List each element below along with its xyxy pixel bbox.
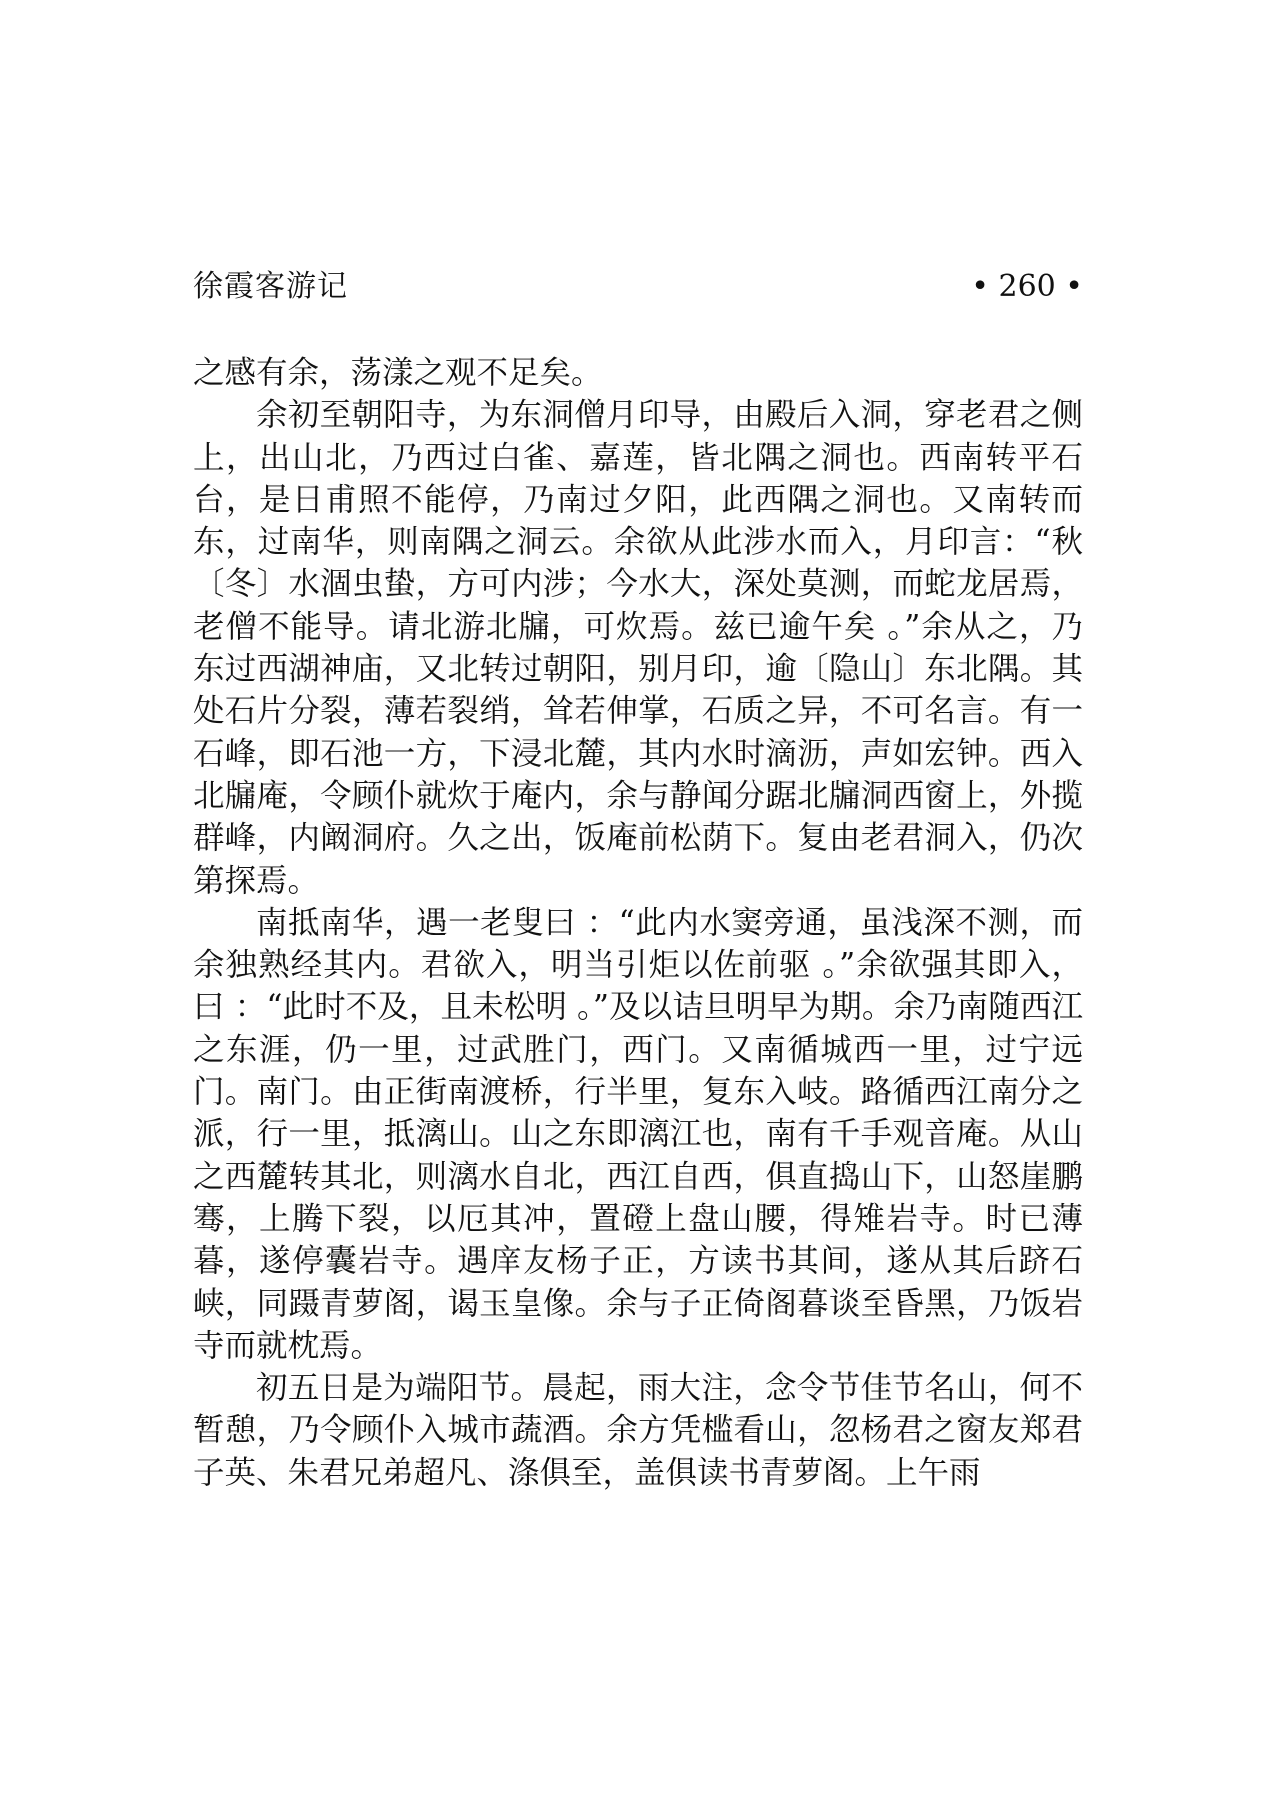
page-number: • 260 • xyxy=(971,269,1083,304)
page-header xyxy=(193,262,1083,312)
book-title: 徐霞客游记 xyxy=(193,269,348,304)
body-text xyxy=(193,352,1083,1494)
paragraph-chaoyang-temple: 余初至朝阳寺，为东洞僧月印导，由殿后入洞，穿老君之侧上，出山北，乃西过白雀、嘉莲，皆北隅之洞也。西南转平石台，是日甫照不能停，乃南过夕阳，此西隅之洞也。又南转而东，过南华，则南隅之洞云。余欲从此涉水而入，月印言：“秋〔冬〕水涸虫蛰，方可内涉；今水大，深处莫测，而蛇龙居焉，老僧不能导。请北游北牖，可炊焉。兹已逾午矣 。”余从之，乃东过西湖神庙，又北转过朝阳，别月印，逾〔隐山〕东北隅。其处石片分裂，薄若裂绡，耸若伸掌，石质之异，不可名言。有一石峰，即石池一方，下浸北麓，其内水时滴沥，声如宏钟。西入北牖庵，令顾仆就炊于庵内，余与静闻分踞北牖洞西窗上，外揽群峰，内阚洞府。久之出，饭庵前松荫下。复由老君洞入，仍次第探焉。 xyxy=(193,397,1083,899)
paragraph-nanhua-old-man: 南抵南华，遇一老叟曰 ：“此内水窦旁通，虽浅深不测，而余独熟经其内。君欲入，明当引炬以佐前驱 。”余欲强其即入，曰 ：“此时不及，且未松明 。”及以诘旦明早为期。余乃南随西江之东涯，仍一里，过武胜门，西门。又南循城西一里，过宁远门。南门。由正街南渡桥，行半里，复东入岐。路循西江南分之派，行一里，抵漓山。山之东即漓江也，南有千手观音庵。从山之西麓转其北，则漓水自北，西江自西，俱直捣山下，山怒崖鹏骞，上腾下裂，以厄其冲，置磴上盘山腰，得雉岩寺。时已薄暮，遂停囊岩寺。遇庠友杨子正，方读书其间，遂从其后跻石峡，同蹑青萝阁，谒玉皇像。余与子正倚阁暮谈至昏黑，乃饭岩寺而就枕焉。 xyxy=(193,904,1083,1364)
paragraph-duanyang-festival: 初五日是为端阳节。晨起，雨大注，念令节佳节名山，何不暂憩，乃令顾仆入城市蔬酒。余方凭槛看山，忽杨君之窗友郑君子英、朱君兄弟超凡、涤俱至，盖俱读书青萝阁。上午雨 xyxy=(193,1370,1083,1491)
paragraph-continuation: 之感有余，荡漾之观不足矣。 xyxy=(193,355,603,391)
